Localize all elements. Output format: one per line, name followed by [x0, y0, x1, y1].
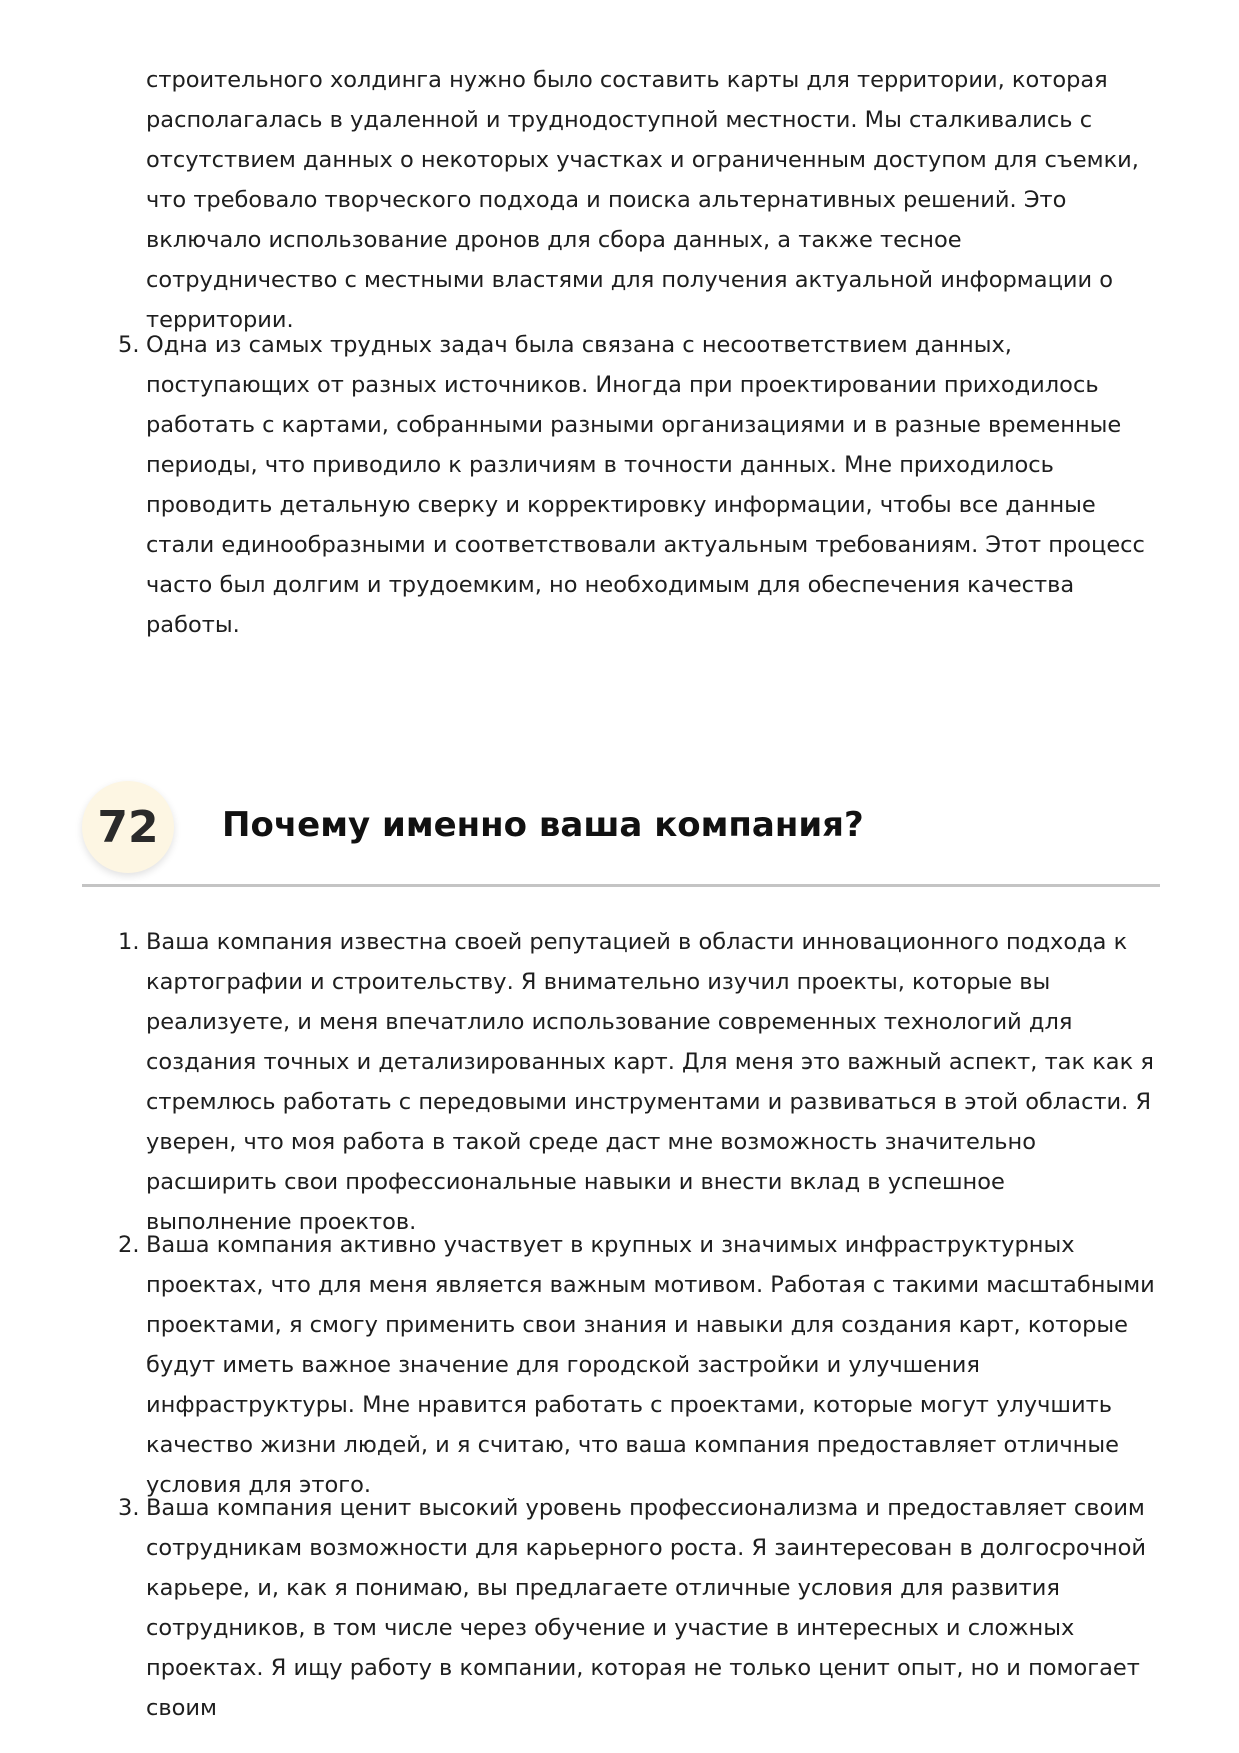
section-divider [82, 884, 1160, 887]
list-item-3 [118, 1488, 1156, 1728]
list-item-text: Ваша компания ценит высокий уровень профессионализма и предоставляет своим сотрудникам возможности для карьерного роста. Я заинтересован в долгосрочной карьере, и, как я понимаю, вы предлагаете отличные условия для развития сотрудников, в том числе через обучение и участие в интересных и сложных проектах. Я ищу работу в компании, которая не только ценит опыт, но и помогает своим [146, 1495, 1146, 1721]
list-item-5 [118, 325, 1156, 645]
list-number: 5. [118, 332, 140, 358]
list-number: 1. [118, 929, 140, 955]
list-item-2 [118, 1225, 1156, 1505]
list-item-text: Ваша компания известна своей репутацией в области инновационного подхода к картографии и строительству. Я внимательно изучил проекты, которые вы реализуете, и меня впечатлило использование современных технологий для создания точных и детализированных карт. Для меня это важный аспект, так как я стремлюсь работать с передовыми инструментами и развиваться в этой области. Я уверен, что моя работа в такой среде даст мне возможность значительно расширить свои профессиональные навыки и внести вклад в успешное выполнение проектов. [146, 929, 1154, 1235]
section-title: Почему именно ваша компания? [222, 805, 864, 845]
list-number: 2. [118, 1232, 140, 1258]
list-item-text: Ваша компания активно участвует в крупных и значимых инфраструктурных проектах, что для меня является важным мотивом. Работая с такими масштабными проектами, я смогу применить свои знания и навыки для создания карт, которые будут иметь важное значение для городской застройки и улучшения инфраструктуры. Мне нравится работать с проектами, которые могут улучшить качество жизни людей, и я считаю, что ваша компания предоставляет отличные условия для этого. [146, 1232, 1155, 1498]
list-item-text: Одна из самых трудных задач была связана с несоответствием данных, поступающих от разных источников. Иногда при проектировании приходилось работать с картами, собранными разными организациями и в разные временные периоды, что приводило к различиям в точности данных. Мне приходилось проводить детальную сверку и корректировку информации, чтобы все данные стали единообразными и соответствовали актуальным требованиям. Этот процесс часто был долгим и трудоемким, но необходимым для обеспечения качества работы. [146, 332, 1145, 638]
section-header [82, 775, 1162, 887]
continued-paragraph: строительного холдинга нужно было составить карты для территории, которая располагалась в удаленной и труднодоступной местности. Мы сталкивались с отсутствием данных о некоторых участках и ограниченным доступом для съемки, что требовало творческого подхода и поиска альтернативных решений. Это включало использование дронов для сбора данных, а также тесное сотрудничество с местными властями для получения актуальной информации о территории. [146, 67, 1139, 333]
list-item-1 [118, 922, 1156, 1242]
question-number-badge: 72 [82, 781, 174, 873]
list-number: 3. [118, 1495, 140, 1521]
